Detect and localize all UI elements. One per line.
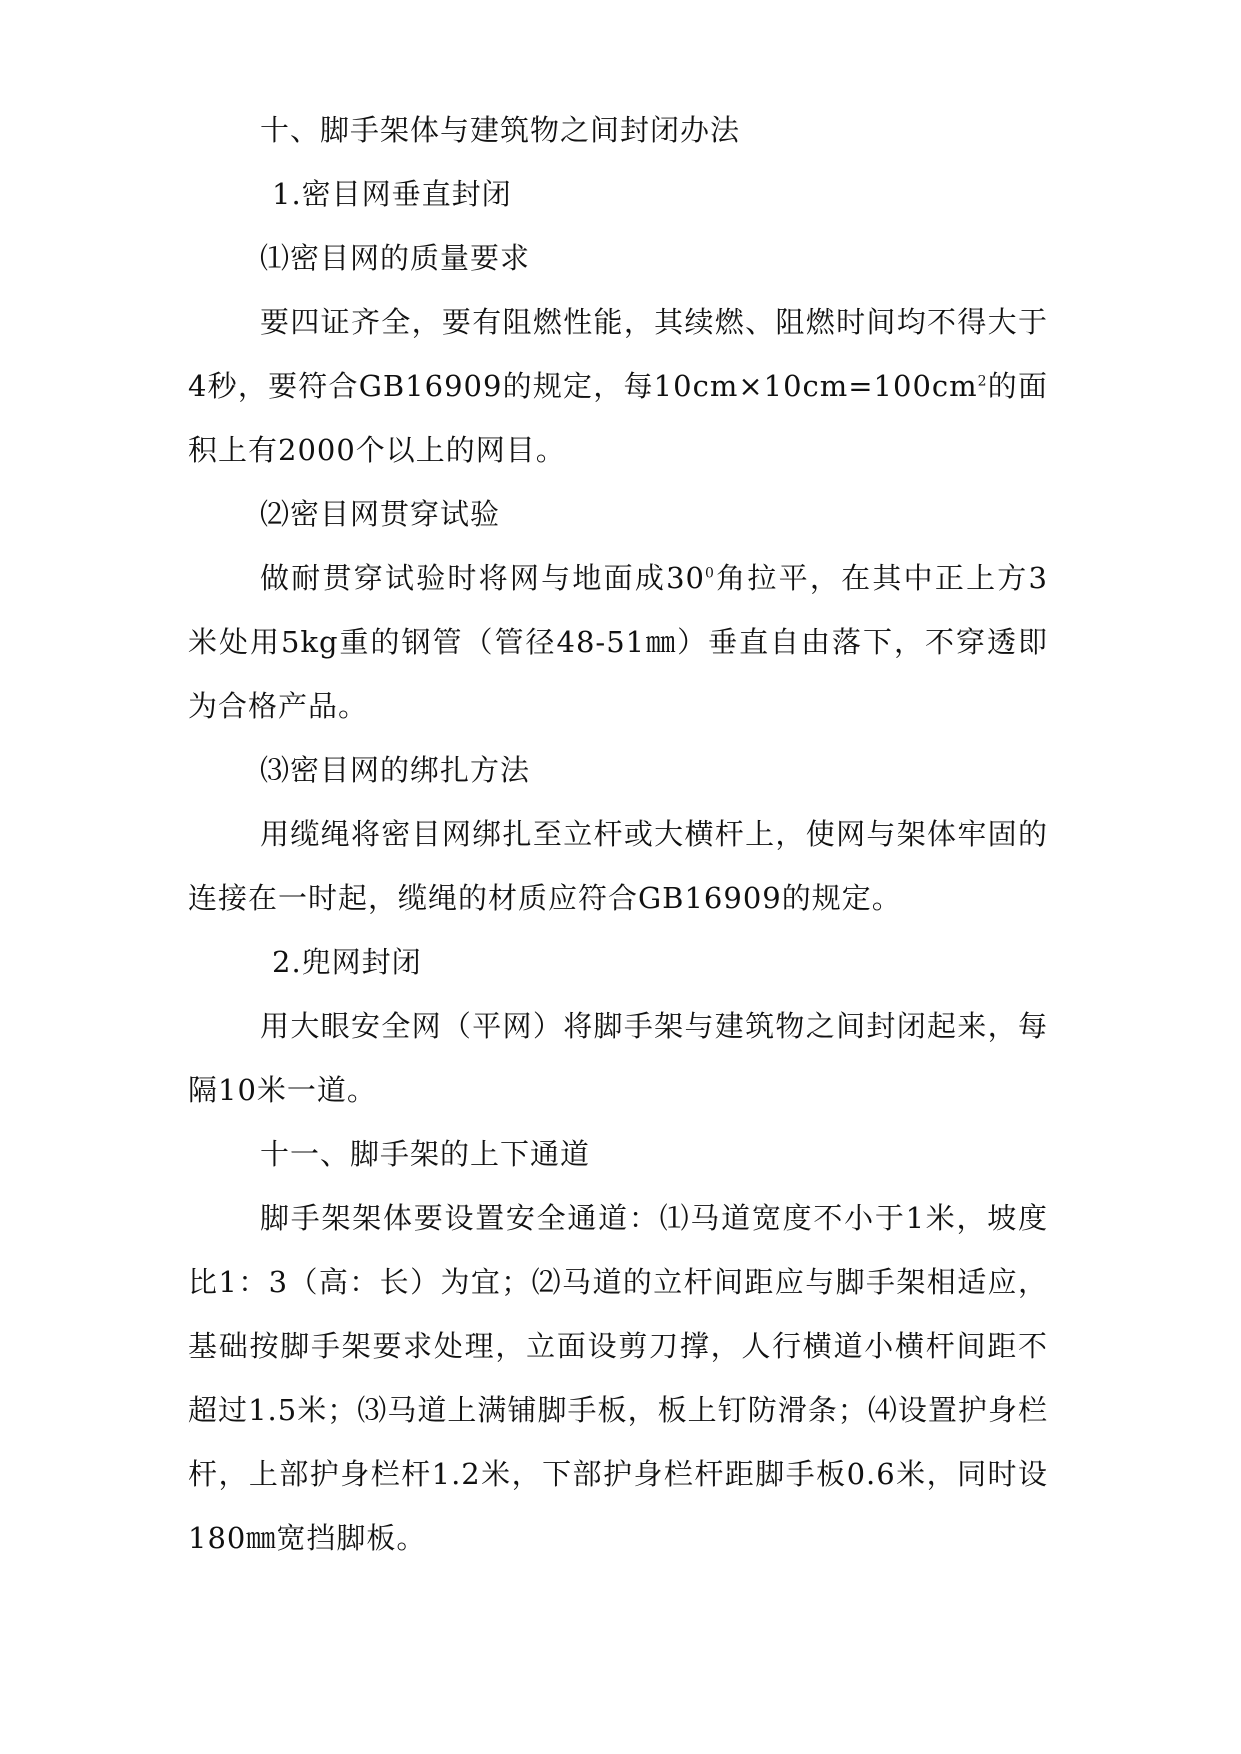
sub-2-text-b: 角拉平，在其中正上方3米处用5kg重的钢管（管径48-51㎜）垂直自由落下，不穿透即为合格产品。	[188, 561, 1048, 723]
sub-2-superscript: 0	[705, 565, 715, 582]
section-11-heading: 十一、脚手架的上下通道	[260, 1137, 591, 1171]
sub-1-text-a: 要四证齐全，要有阻燃性能，其续燃、阻燃时间均不得大于4秒，要符合GB16909的规定，每10cm×10cm=100cm	[188, 305, 1048, 403]
sub-2-heading: ⑵密目网贯穿试验	[260, 497, 501, 531]
sub-3-paragraph: 用缆绳将密目网绑扎至立杆或大横杆上，使网与架体牢固的连接在一时起，缆绳的材质应符合GB16909的规定。	[188, 817, 1048, 915]
sub-1-superscript: 2	[977, 373, 988, 390]
sub-2-paragraph	[188, 546, 1048, 738]
document-body	[188, 98, 1048, 1570]
item-1-heading: 1.密目网垂直封闭	[272, 177, 512, 211]
sub-3-heading: ⑶密目网的绑扎方法	[260, 753, 531, 787]
sub-1-heading: ⑴密目网的质量要求	[260, 241, 531, 275]
sub-1-paragraph	[188, 290, 1048, 482]
item-2-heading: 2.兜网封闭	[272, 945, 422, 979]
section-11-paragraph: 脚手架架体要设置安全通道：⑴马道宽度不小于1米，坡度比1：3（高：长）为宜；⑵马道的立杆间距应与脚手架相适应，基础按脚手架要求处理，立面设剪刀撑，人行横道小横杆间距不超过1.5米；⑶马道上满铺脚手板，板上钉防滑条；⑷设置护身栏杆，上部护身栏杆1.2米，下部护身栏杆距脚手板0.6米，同时设180㎜宽挡脚板。	[188, 1201, 1048, 1555]
sub-1-text-b: 的面积上有2000个以上的网目。	[188, 369, 1048, 467]
section-10-heading: 十、脚手架体与建筑物之间封闭办法	[260, 113, 741, 147]
sub-2-text-a: 做耐贯穿试验时将网与地面成30	[260, 561, 705, 595]
item-2-paragraph: 用大眼安全网（平网）将脚手架与建筑物之间封闭起来，每隔10米一道。	[188, 1009, 1048, 1107]
